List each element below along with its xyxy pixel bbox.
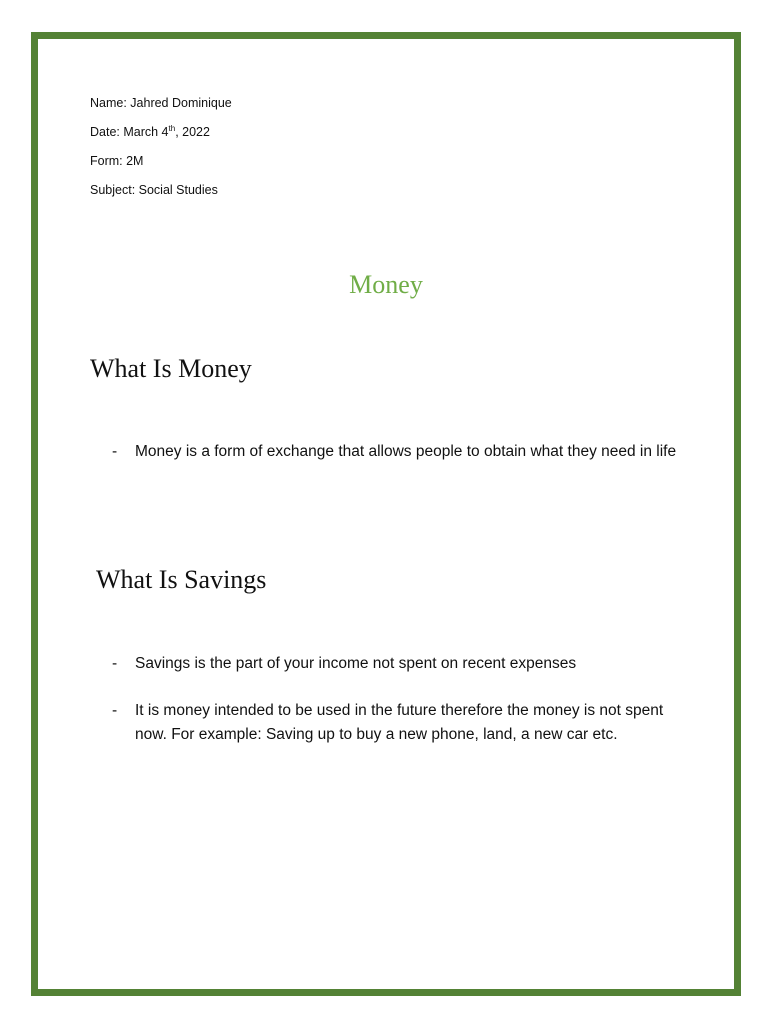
date-line [90,123,232,152]
document-page [31,32,741,996]
date-year: , 2022 [175,125,210,139]
date-text: Date: March 4 [90,125,169,139]
bullet-dash: - [112,655,118,672]
list-item [112,652,692,676]
subject-line: Subject: Social Studies [90,183,218,197]
list-item [112,440,692,464]
section-heading-money: What Is Money [90,354,252,383]
form-line: Form: 2M [90,154,144,168]
section-heading-savings: What Is Savings [96,565,267,594]
bullet-text: It is money intended to be used in the future therefore the money is not spent now. For example: Saving up to buy a new phone, land, a new car etc. [135,702,664,743]
document-title: Money [349,270,423,299]
student-info [90,94,232,210]
date-ordinal: th [168,123,176,133]
list-item [112,699,692,747]
bullet-text: Savings is the part of your income not spent on recent expenses [135,655,577,672]
bullet-dash: - [112,702,118,719]
student-name: Name: Jahred Dominique [90,96,232,110]
bullet-text: Money is a form of exchange that allows people to obtain what they need in life [135,443,677,460]
bullet-dash: - [112,443,118,460]
